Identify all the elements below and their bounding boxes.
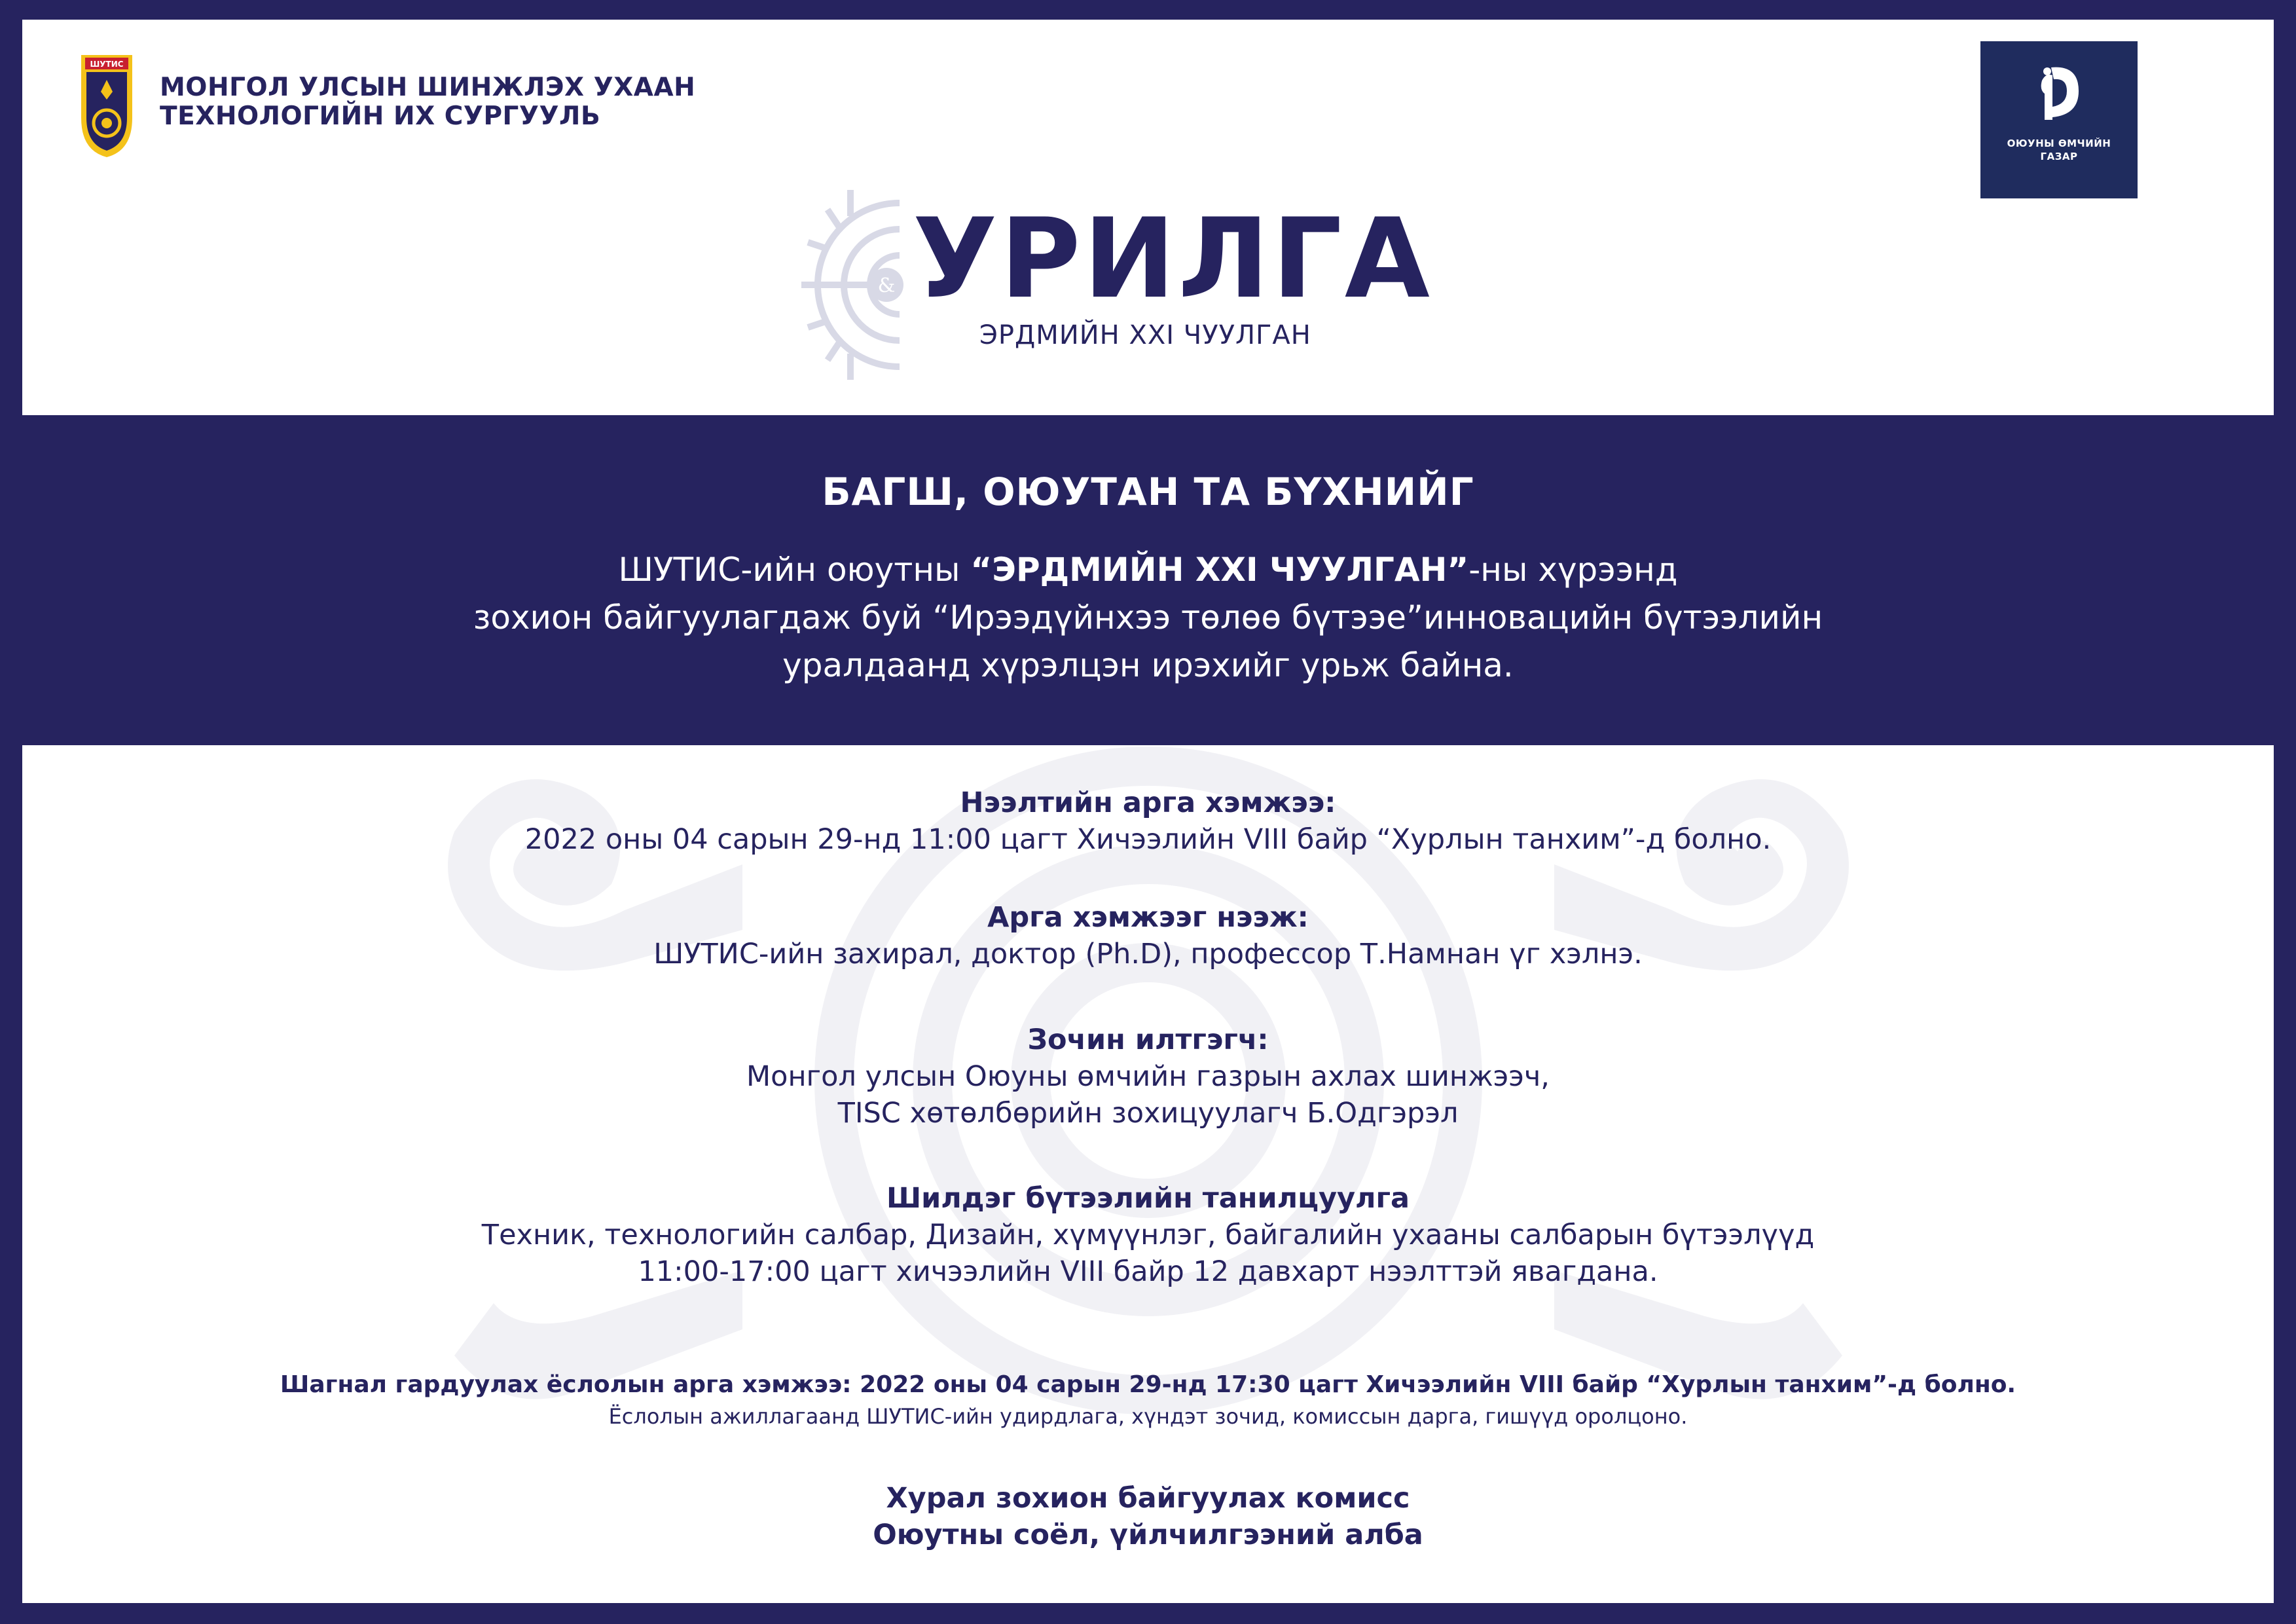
university-name-line1: МОНГОЛ УЛСЫН ШИНЖЛЭХ УХААН [160, 73, 696, 102]
footer-line1: Хурал зохион байгуулах комисс [886, 1482, 1410, 1515]
section-best-works-line1: Техник, технологийн салбар, Дизайн, хүмүүнлэг, байгалийн ухааны салбарын бүтээлүүд [481, 1219, 1815, 1251]
section-guest-speaker-line1: Монгол улсын Оюуны өмчийн газрын ахлах шинжээч, [746, 1060, 1550, 1093]
ip-office-label [1980, 137, 2138, 163]
award-text: Ёслолын ажиллагаанд ШУТИС-ийн удирдлага, хүндэт зочид, комиссын дарга, гишүүд оролцоно. [608, 1404, 1688, 1429]
university-name-line2: ТЕХНОЛОГИЙН ИХ СУРГУУЛЬ [160, 101, 601, 131]
ip-office-logo [1980, 41, 2138, 198]
invitation-band [22, 415, 2274, 745]
section-award [22, 1369, 2274, 1431]
section-guest-speaker-line2: TISC хөтөлбөрийн зохицуулагч Б.Одгэрэл [837, 1097, 1459, 1130]
invitation-card [22, 20, 2274, 1603]
footer [22, 1480, 2274, 1553]
band-text-line2: зохион байгуулагдаж буй “Ирээдүйнхээ төлөө бүтээе”инновацийн бүтээлийн [473, 599, 1823, 637]
ip-office-mark-icon [2033, 61, 2085, 126]
band-line1-pre: ШУТИС-ийн оюутны [618, 551, 971, 589]
band-text-line3: уралдаанд хүрэлцэн ирэхийг урьж байна. [782, 646, 1514, 684]
footer-line2: Оюутны соёл, үйлчилгээний алба [873, 1519, 1423, 1551]
section-opening [22, 784, 2274, 858]
university-name [160, 73, 695, 131]
section-guest-speaker-text [22, 1058, 2274, 1132]
band-line1-post: -ны хүрээнд [1468, 551, 1678, 589]
logo-badge-text: ШУТИС [90, 60, 124, 69]
band-text [22, 546, 2274, 690]
section-best-works-heading: Шилдэг бүтээлийн танилцуулга [886, 1182, 1410, 1215]
award-heading: Шагнал гардуулах ёслолын арга хэмжээ: 2022 оны 04 сарын 29-нд 17:30 цагт Хичээлийн VIII байр “Хурлын танхим”-д болно. [280, 1371, 2016, 1398]
section-open-by-line: ШУТИС-ийн захирал, доктор (Ph.D), профессор Т.Намнан үг хэлнэ. [653, 938, 1643, 970]
svg-text:&: & [877, 274, 896, 297]
page-subtitle: ЭРДМИЙН XXI ЧУУЛГАН [979, 320, 1311, 350]
band-text-line1 [22, 546, 2274, 594]
band-line1-bold: “ЭРДМИЙН XXI ЧУУЛГАН” [970, 551, 1469, 589]
section-best-works [22, 1180, 2274, 1290]
section-open-by [22, 899, 2274, 972]
section-best-works-line2: 11:00-17:00 цагт хичээлийн VIII байр 12 давхарт нээлттэй явагдана. [638, 1255, 1658, 1288]
section-guest-speaker-heading: Зочин илтгэгч: [1027, 1024, 1269, 1056]
ornament-emblem-icon [788, 177, 906, 393]
section-opening-line: 2022 оны 04 сарын 29-нд 11:00 цагт Хичээлийн VIII байр “Хурлын танхим”-д болно. [524, 823, 1772, 856]
band-heading: БАГШ, ОЮУТАН ТА БҮХНИЙГ [822, 470, 1474, 514]
footer-text [22, 1480, 2274, 1553]
section-guest-speaker [22, 1022, 2274, 1132]
ip-office-label-line1: ОЮУНЫ ӨМЧИЙН [2007, 138, 2111, 149]
section-open-by-heading: Арга хэмжээг нээж: [987, 901, 1309, 934]
ip-office-label-line2: ГАЗАР [2040, 151, 2078, 162]
section-opening-heading: Нээлтийн арга хэмжээ: [960, 786, 1336, 819]
section-best-works-text [22, 1217, 2274, 1290]
page-title: УРИЛГА [913, 194, 1432, 323]
section-open-by-text [22, 936, 2274, 972]
section-opening-text [22, 821, 2274, 858]
university-logo-icon [79, 52, 135, 160]
